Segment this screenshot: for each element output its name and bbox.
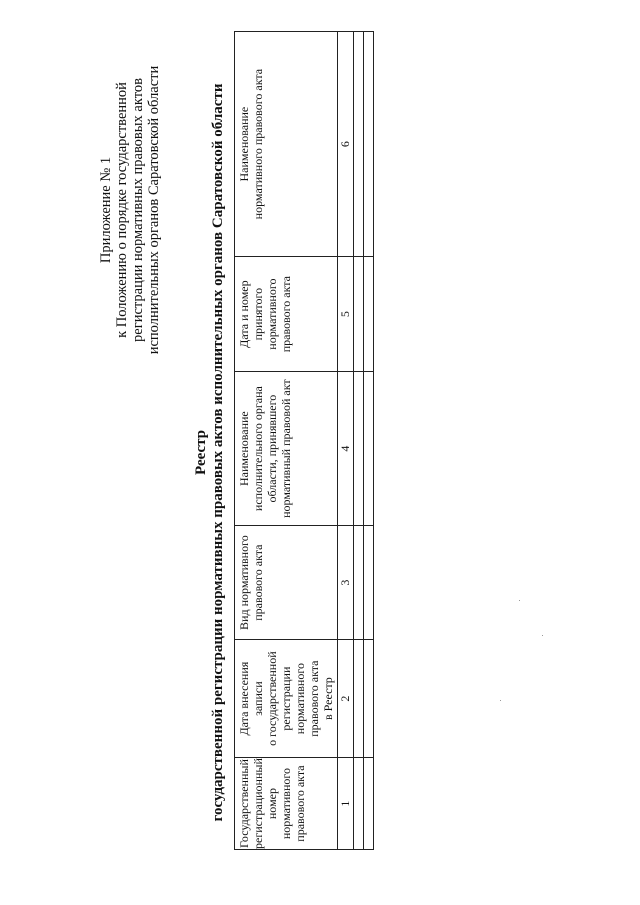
column-number: 4 <box>338 372 354 526</box>
header-cell-reg-number: Государственный регистрационный номер нормативного правового акта <box>235 758 338 850</box>
registry-title <box>193 30 227 875</box>
scan-speck <box>542 635 543 636</box>
empty-cell <box>354 32 364 257</box>
registry-title-main: Реестр <box>193 430 209 476</box>
column-number: 6 <box>338 32 354 257</box>
header-cell-entry-date: Дата внесения записи о государственной регистрации нормативного правового акта в Реестр <box>235 640 338 758</box>
empty-cell <box>354 640 364 758</box>
scan-speck <box>519 600 520 601</box>
empty-cell <box>354 758 364 850</box>
empty-cell <box>364 526 374 640</box>
empty-cell <box>364 32 374 257</box>
header-cell-act-date-number: Дата и номер принятого нормативного правового акта <box>235 257 338 372</box>
table-header-row <box>235 32 338 850</box>
appendix-line: к Положению о порядке государственной <box>114 82 130 338</box>
appendix-block <box>98 30 162 390</box>
column-number: 3 <box>338 526 354 640</box>
header-cell-act-name: Наименование нормативного правового акта <box>235 32 338 257</box>
empty-cell <box>364 640 374 758</box>
registry-table <box>234 31 374 850</box>
column-number: 5 <box>338 257 354 372</box>
appendix-line: Приложение № 1 <box>98 156 114 264</box>
empty-cell <box>364 257 374 372</box>
column-number: 2 <box>338 640 354 758</box>
empty-cell <box>364 372 374 526</box>
header-cell-authority: Наименование исполнительного органа области, принявшего нормативный правовой акт <box>235 372 338 526</box>
appendix-line: исполнительных органов Саратовской области <box>146 65 162 355</box>
appendix-line: регистрации нормативных правовых актов <box>130 78 146 342</box>
table-row <box>354 32 364 850</box>
empty-cell <box>354 257 364 372</box>
table-row <box>364 32 374 850</box>
header-cell-act-type: Вид нормативного правового акта <box>235 526 338 640</box>
table-number-row <box>338 32 354 850</box>
empty-cell <box>364 758 374 850</box>
scan-speck <box>500 700 501 701</box>
registry-title-sub: государственной регистрации нормативных правовых актов исполнительных органов Саратовской области <box>210 83 226 822</box>
empty-cell <box>354 372 364 526</box>
column-number: 1 <box>338 758 354 850</box>
empty-cell <box>354 526 364 640</box>
